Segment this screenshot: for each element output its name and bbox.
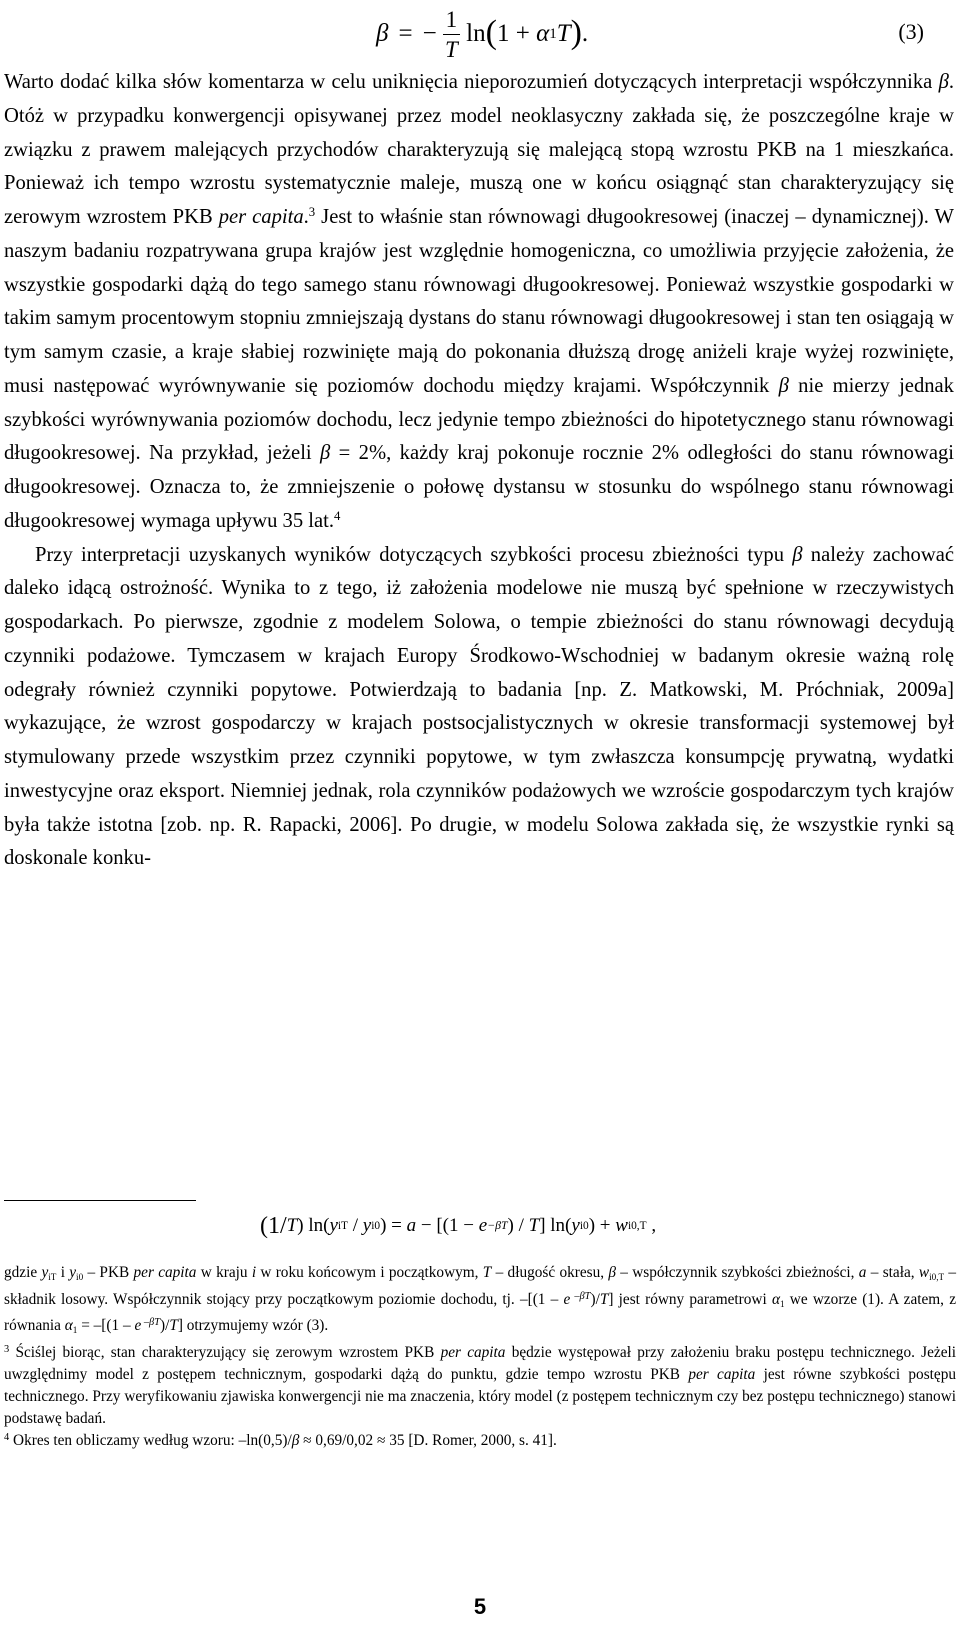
eq-part: ) + (588, 1215, 616, 1236)
page-number: 5 (473, 1594, 487, 1619)
text-span: = 2%, każdy kraj pokonuje rocznie 2% odległości do stanu równowagi długookresowej. Oznacza to, że zmniejszenie o połowę dystansu w stosunku do wspólnego stanu równowagi długookresowej wymaga upływu 35 lat. (4, 442, 954, 532)
text-span: – współczynnik szybkości zbieżności, (615, 1264, 859, 1281)
text-span: . Otóż w przypadku konwergencji opisywanej przez model neoklasyczny zakłada się, że poszczególne kraje w związku z prawem malejących przychodów charakteryzują się malejącą stopą wzrostu PKB na 1 mieszkańca. Ponieważ ich tempo wzrostu systematycznie maleje, muszą one w końcu osiągnąć stan charakteryzujący się zerowym wzrostem PKB (4, 71, 954, 228)
eq-part: , (646, 1215, 657, 1236)
eq-subscript: i0 (579, 1220, 589, 1232)
text-span: – długość okresu, (491, 1264, 609, 1281)
body-text (4, 66, 954, 876)
eq-part: ) ln( (297, 1215, 330, 1236)
fraction-denominator: T (445, 36, 458, 62)
fraction-1-over-T (443, 8, 461, 61)
text-span: – składnik losowy. Współczynnik stojący przy początkowym poziomie dochodu, tj. –[(1 – (4, 1264, 957, 1308)
text-span: = –[(1 – (77, 1317, 135, 1335)
paragraph-2 (4, 539, 954, 877)
T-symbol: T (556, 20, 571, 47)
alpha-inline: α (64, 1317, 73, 1335)
text-span: w kraju (196, 1264, 252, 1281)
equation-3-formula (376, 2, 588, 66)
footnote-number: 4 (4, 1431, 10, 1443)
eq-var-T: T (286, 1215, 298, 1236)
beta-inline: β (938, 71, 949, 93)
beta-inline: β (608, 1264, 616, 1281)
subscript: 1 (779, 1298, 785, 1309)
exponent: –βT (570, 1290, 591, 1302)
ln-function: ln (466, 20, 486, 47)
fraction-numerator: 1 (443, 8, 461, 35)
paragraph-1 (4, 66, 954, 539)
text-span: )/ (590, 1290, 600, 1308)
eq-var-y: y (571, 1215, 580, 1236)
eq-part: (1/ (260, 1213, 287, 1239)
period: . (581, 20, 589, 47)
text-span: ] otrzymujemy wzór (3). (177, 1317, 329, 1335)
beta-inline: β (778, 374, 789, 397)
eq-var-y: y (329, 1215, 338, 1236)
text-span: należy zachować daleko idącą ostrożność. Wynika to z tego, iż założenia modelowe nie muszą być spełnione w rzeczywistych gospodarkach. Po pierwsze, zgodnie z modelem Solowa, o tempie zbieżności do stanu równowagi decydują czynniki podażowe. Tymczasem w krajach Europy Środkowo-Wschodniej w badanym okresie ważną rolę odegrały również czynniki popytowe. Potwierdzają to badania [np. Z. Matkowski, M. Próchniak, 2009a] wykazujące, że wzrost gospodarczy w krajach postsocjalistycznych w okresie transformacji systemowej był stymulowany przede wszystkim przez czynniki popytowe, w tym zwłaszcza konsumpcję prywatną, wydatki inwestycyjne oraz eksport. Niemniej jednak, rola czynników podażowych we wzroście gospodarczym tych krajów była także istotna [zob. np. R. Rapacki, 2006]. Po drugie, w modelu Solowa zakłada się, że wszystkie rynki są doskonale konku- (4, 543, 954, 870)
footnote-equation: (1/ T ) ln( y iT / y i0 ) = a − [(1 − e −βT ) / T ] ln( y i0 ) + w i0,T , (260, 1213, 657, 1239)
per-capita-italic: per capita (133, 1264, 197, 1281)
var-e: e (563, 1290, 571, 1308)
beta-symbol: β (376, 20, 389, 47)
eq-part: − [(1 − (416, 1215, 479, 1236)
eq-var-a: a (406, 1215, 417, 1236)
footnote-2-continuation (4, 1262, 956, 1342)
text-span: )/ (159, 1317, 170, 1335)
eq-part: ] ln( (539, 1215, 572, 1236)
text-span: Ściślej biorąc, stan charakteryzujący się zerowym wzrostem PKB (9, 1343, 441, 1361)
alpha-symbol: α (536, 20, 550, 47)
text-span: jest równe szybkości postępu technicznego. Przy weryfikowaniu zjawiska konwergencji nie ma znaczenia, który model (z postępem technicznym czy bez postępu technicznego) stanowi podstawę badań. (4, 1365, 956, 1427)
var-e: e (134, 1317, 142, 1335)
alpha-inline: α (771, 1290, 780, 1308)
one-plus: 1 + (496, 20, 537, 47)
footnote-3 (4, 1342, 956, 1430)
var-w: w (918, 1264, 930, 1281)
subscript: iT (48, 1271, 57, 1282)
var-y: y (41, 1264, 49, 1281)
subscript: 1 (72, 1325, 78, 1336)
eq-part: ) / (507, 1215, 529, 1236)
text-span: we wzorze (1). A zatem, z równania (4, 1290, 956, 1335)
var-T: T (169, 1317, 178, 1335)
equation-number: (3) (898, 19, 924, 44)
per-capita-italic: per capita (440, 1343, 506, 1361)
text-span: Przy interpretacji uzyskanych wyników dotyczących szybkości procesu zbieżności typu (35, 543, 793, 566)
eq-part: / (348, 1215, 363, 1236)
footnote-separator (4, 1200, 196, 1201)
open-paren: ( (485, 14, 497, 51)
alpha-subscript: 1 (549, 25, 557, 42)
equals-sign: = (398, 20, 413, 47)
subscript: i0 (76, 1271, 84, 1282)
footnotes (4, 1262, 956, 1452)
var-y: y (69, 1264, 77, 1281)
footnote-number: 3 (4, 1343, 10, 1355)
per-capita-italic: per capita (688, 1365, 756, 1383)
eq-var-y: y (362, 1215, 372, 1236)
text-span: będzie występował przy założeniu braku postępu technicznego. Jeżeli uwzględnimy model z postępem technicznym, gospodarki dążą do punktu, gdzie tempo wzrostu PKB (4, 1343, 957, 1383)
var-T: T (599, 1290, 609, 1308)
text-span: – PKB (83, 1264, 134, 1281)
minus-sign: − (422, 20, 437, 47)
text-span: i (56, 1264, 70, 1281)
eq-var-T: T (528, 1215, 540, 1236)
eq-subscript: i0 (371, 1220, 381, 1232)
eq-var-w: w (615, 1215, 628, 1236)
var-T: T (482, 1264, 492, 1281)
text-span: ] jest równy parametrowi (608, 1290, 772, 1308)
text-span: ≈ 0,69/0,02 ≈ 35 [D. Romer, 2000, s. 41]. (299, 1431, 557, 1449)
text-span: – stała, (866, 1264, 919, 1281)
text-span: gdzie (4, 1264, 42, 1281)
per-capita-italic: per capita (218, 206, 304, 228)
footnote-ref-3[interactable]: 3 (308, 204, 316, 219)
var-a: a (858, 1264, 867, 1281)
footnote-ref-4[interactable]: 4 (334, 508, 341, 523)
beta-inline: β (792, 543, 803, 566)
text-span: Warto dodać kilka słów komentarza w celu uniknięcia nieporozumień dotyczących interpretacji współczynnika (4, 71, 939, 93)
eq-subscript: iT (337, 1220, 348, 1232)
exponent: –βT (141, 1317, 160, 1329)
subscript: i0,T (929, 1271, 945, 1282)
eq-var-e: e (478, 1215, 488, 1236)
eq-part: ) = (380, 1215, 407, 1236)
var-i: i (251, 1264, 257, 1281)
text-span: w roku końcowym i początkowym, (256, 1264, 483, 1281)
text-span: Okres ten obliczamy według wzoru: –ln(0,5)/ (9, 1431, 292, 1449)
beta-inline: β (291, 1431, 300, 1449)
close-paren: ) (570, 14, 582, 51)
eq-subscript: i0,T (627, 1220, 647, 1232)
text-span: nie mierzy jednak szybkości wyrównywania poziomów dochodu, lecz jedynie tempo zbieżności do hipotetycznego stanu równowagi długookresowej. Na przykład, jeżeli (4, 374, 954, 465)
footnote-4 (4, 1430, 956, 1452)
beta-inline: β (320, 442, 331, 465)
equation-3 (0, 2, 960, 66)
text-span: Jest to właśnie stan równowagi długookresowej (inaczej – dynamicznej). W naszym badaniu rozpatrywana grupa krajów jest względnie homogeniczna, co umożliwia przyjęcie założenia, że wszystkie gospodarki dążą do tego samego stanu równowagi długookresowej. Ponieważ wszystkie gospodarki w takim samym procentowym stopniu zmniejszają dystans do stanu równowagi długookresowej i stan ten osiągają w tym samym czasie, a kraje słabiej rozwinięte mają do pokonania dłuższą drogę aniżeli kraje wyżej rozwinięte, musi następować wyrównywanie się poziomów dochodu między krajami. Współczynnik (4, 206, 954, 397)
text-span: . (303, 206, 309, 228)
